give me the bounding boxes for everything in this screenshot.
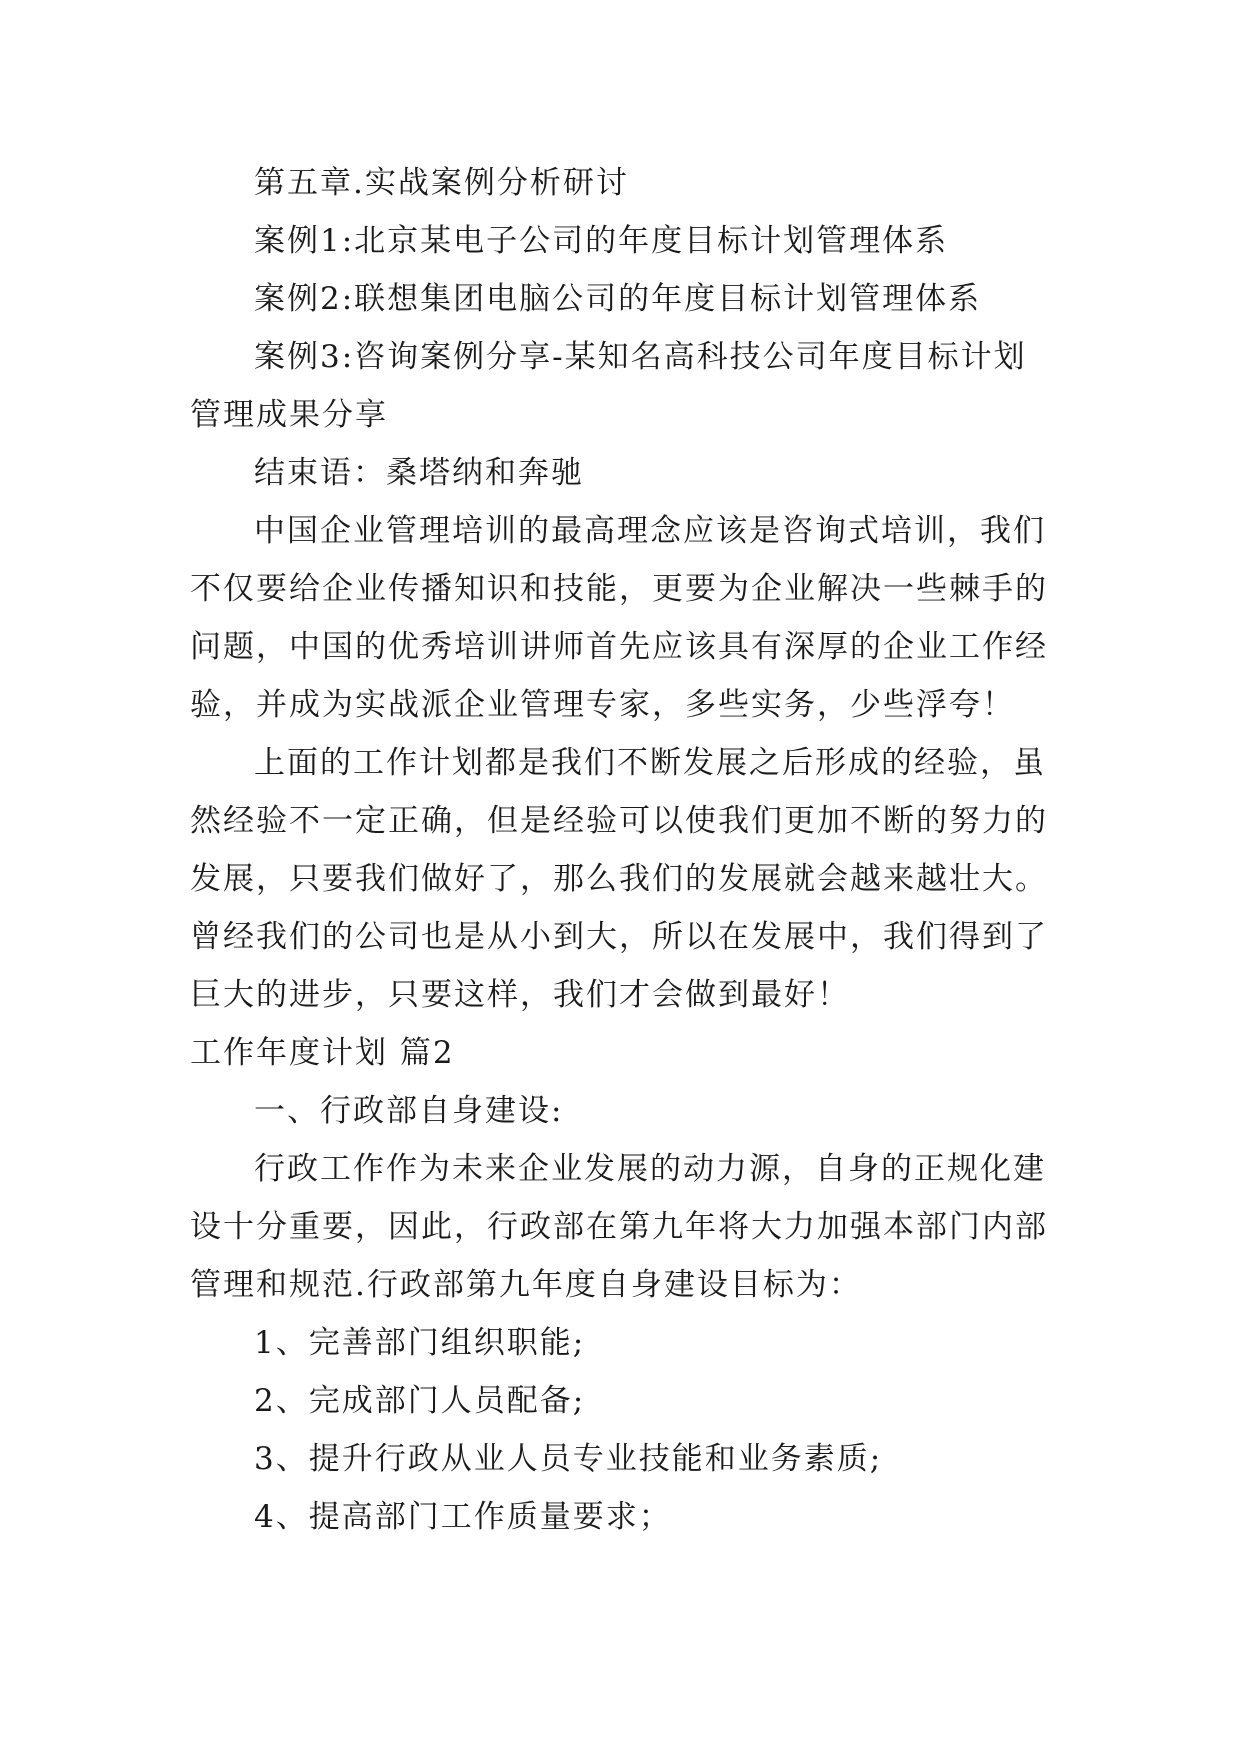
list-item: 3、提升行政从业人员专业技能和业务素质; (254, 1441, 883, 1477)
paragraph-line: 不仅要给企业传播知识和技能，更要为企业解决一些棘手的 (190, 571, 1048, 607)
list-item: 2、完成部门人员配备; (254, 1383, 586, 1419)
section-title: 工作年度计划 篇2 (190, 1035, 455, 1071)
paragraph-line: 中国企业管理培训的最高理念应该是咨询式培训，我们 (254, 513, 1046, 549)
document-page (190, 154, 1050, 1546)
case-item-2: 案例2:联想集团电脑公司的年度目标计划管理体系 (254, 281, 982, 317)
list-item: 4、提高部门工作质量要求； (254, 1499, 672, 1535)
case-item-3-continued: 管理成果分享 (190, 397, 388, 433)
paragraph-line: 巨大的进步，只要这样，我们才会做到最好！ (190, 977, 850, 1013)
chapter-heading: 第五章.实战案例分析研讨 (254, 165, 629, 201)
closing-remark-heading: 结束语：桑塔纳和奔驰 (254, 455, 584, 491)
paragraph-line: 曾经我们的公司也是从小到大，所以在发展中，我们得到了 (190, 919, 1048, 955)
subsection-heading: 一、行政部自身建设: (254, 1093, 564, 1129)
paragraph-line: 行政工作作为未来企业发展的动力源，自身的正规化建 (254, 1151, 1046, 1187)
paragraph-line: 然经验不一定正确，但是经验可以使我们更加不断的努力的 (190, 803, 1048, 839)
list-item: 1、完善部门组织职能; (254, 1325, 586, 1361)
paragraph-line: 管理和规范.行政部第九年度自身建设目标为： (190, 1267, 862, 1303)
paragraph-line: 验，并成为实战派企业管理专家，多些实务，少些浮夸！ (190, 687, 1015, 723)
paragraph-line: 问题，中国的优秀培训讲师首先应该具有深厚的企业工作经 (190, 629, 1048, 665)
paragraph-line: 设十分重要，因此，行政部在第九年将大力加强本部门内部 (190, 1209, 1048, 1245)
case-item-3: 案例3:咨询案例分享-某知名高科技公司年度目标计划 (254, 339, 1027, 375)
paragraph-line: 发展，只要我们做好了，那么我们的发展就会越来越壮大。 (190, 861, 1048, 897)
paragraph-line: 上面的工作计划都是我们不断发展之后形成的经验，虽 (254, 745, 1046, 781)
case-item-1: 案例1:北京某电子公司的年度目标计划管理体系 (254, 223, 949, 259)
